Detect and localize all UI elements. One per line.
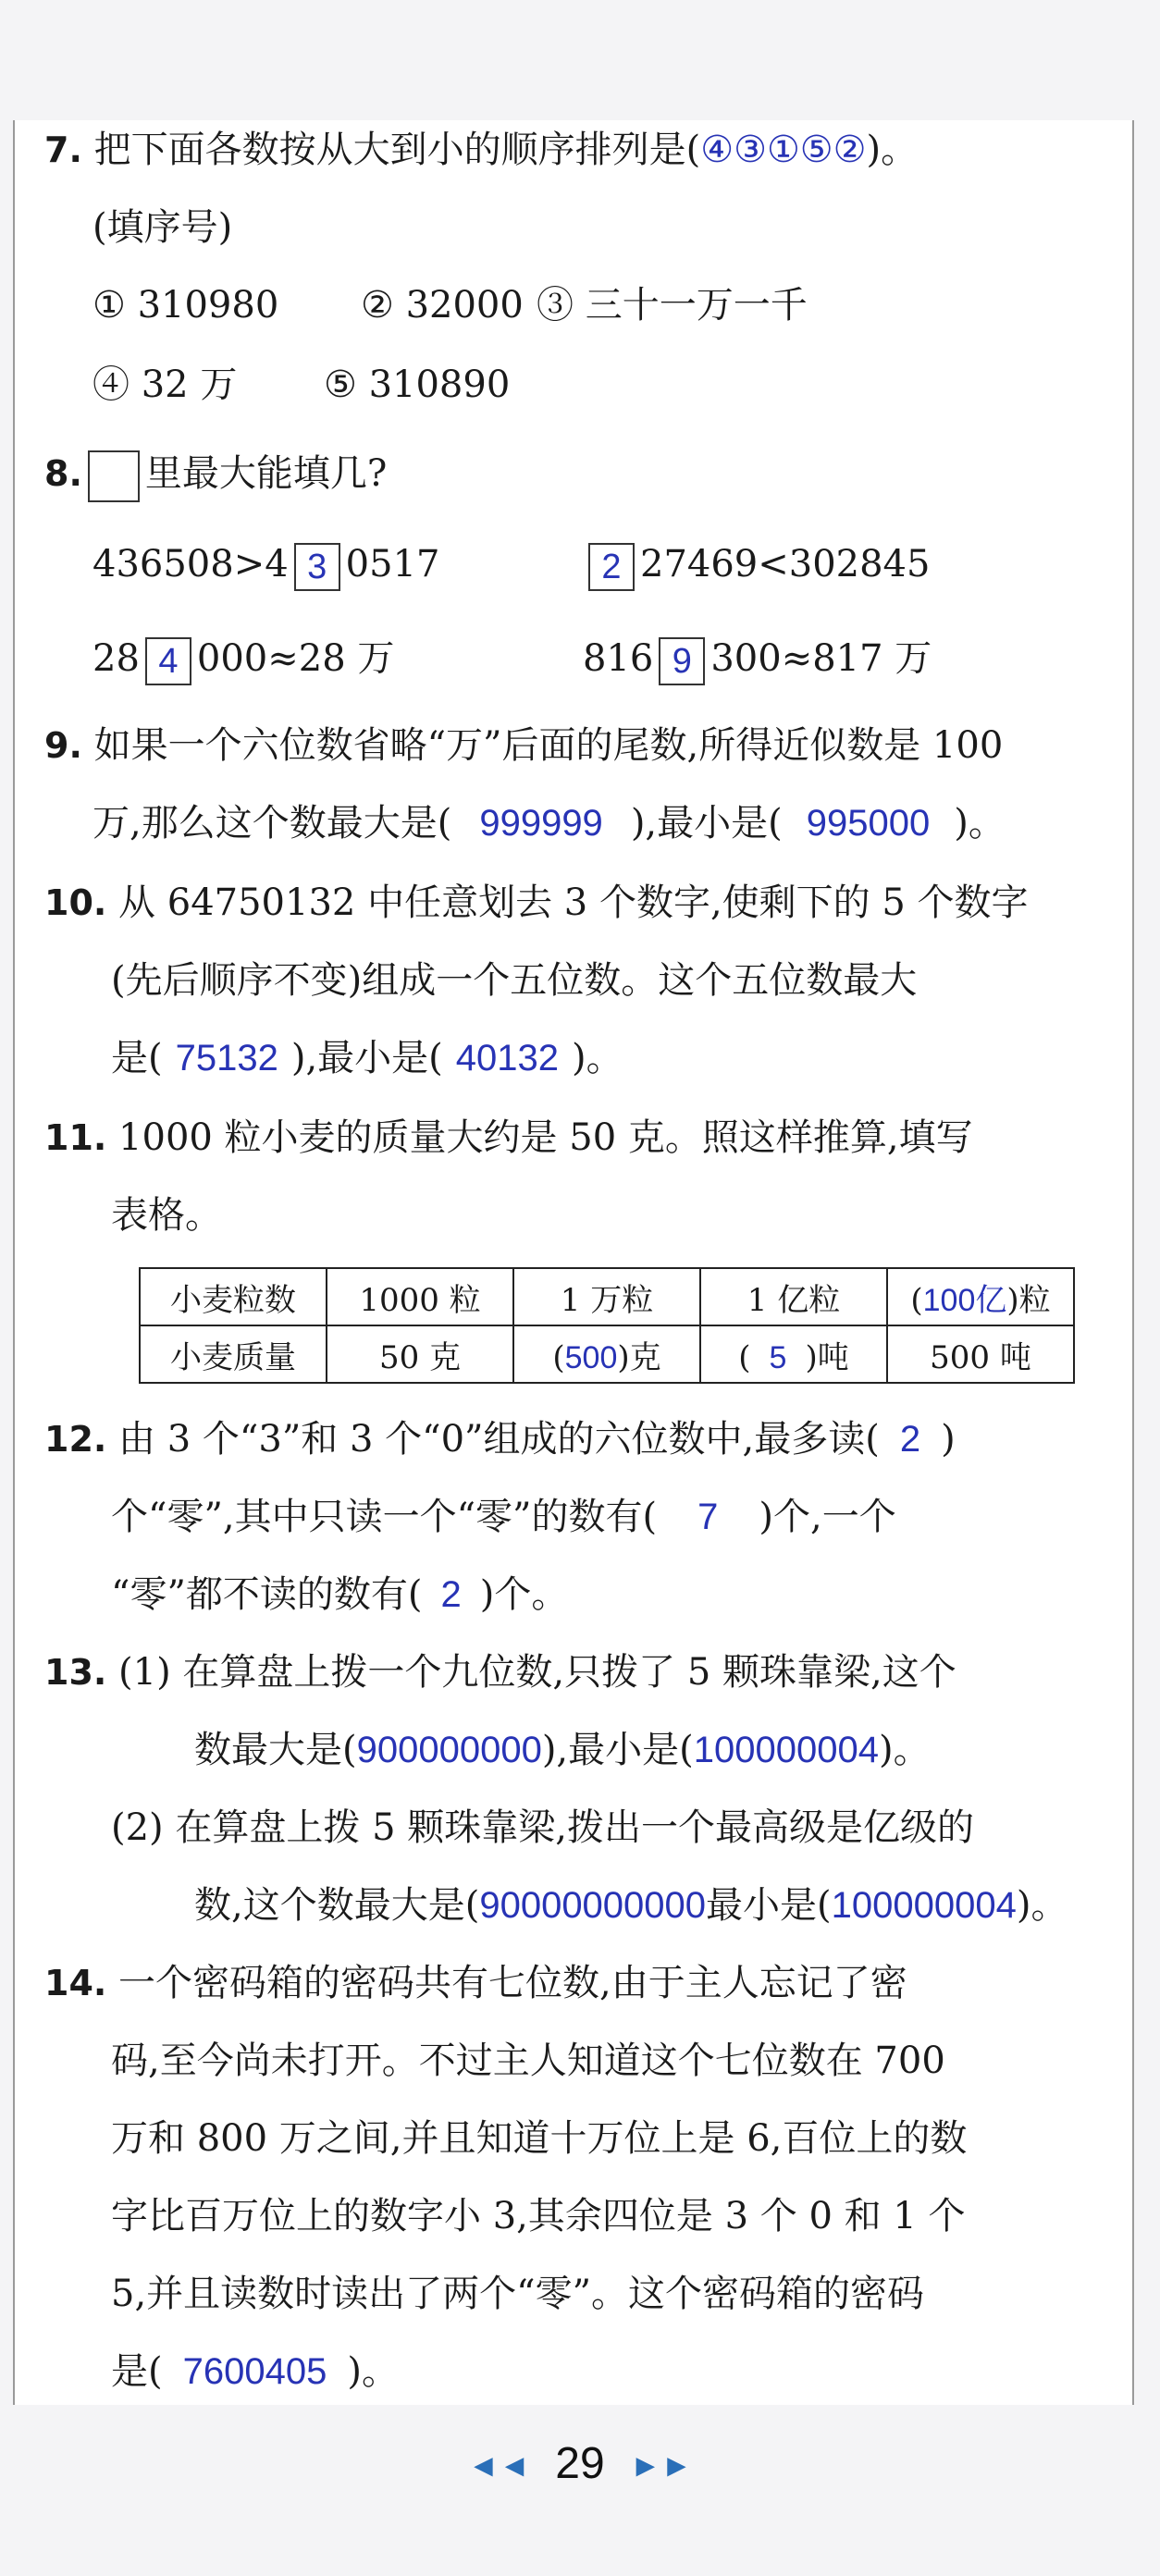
q13-line1 (44, 1648, 956, 1696)
wheat-table (139, 1267, 1075, 1384)
q10-text-1: 从 64750132 中任意划去 3 个数字,使剩下的 5 个数字 (118, 881, 1029, 924)
q8-expr-1 (93, 540, 439, 591)
q12-text-2b: )个,一个 (759, 1496, 896, 1538)
q7-option-3: ③ 三十一万一千 (537, 284, 808, 327)
q7-option-5: ⑤ 310890 (324, 364, 511, 406)
q13-part2-max-label: 数,这个数最大是( (194, 1884, 480, 1927)
q9-text-2a: 万,那么这个数最大是( (93, 802, 452, 844)
q8-e4-box: 9 (659, 637, 705, 685)
q12-answer-3: 2 (440, 1574, 462, 1615)
q11-line2: 表格。 (111, 1194, 222, 1237)
q12-text-2a: 个“零”,其中只读一个“零”的数有( (111, 1496, 658, 1538)
q14-line2: 码,至今尚未打开。不过主人知道这个七位数在 700 (111, 2040, 945, 2082)
q13-part1-min-label: ),最小是( (541, 1729, 694, 1771)
q13-answer-3: 90000000000 (479, 1885, 707, 1926)
q14-line5: 5,并且读数时读出了两个“零”。这个密码箱的密码 (111, 2273, 925, 2315)
table-row (140, 1325, 1074, 1383)
table-cell: 1 万粒 (513, 1268, 700, 1325)
q13-part1-end: )。 (878, 1729, 931, 1771)
q13-part2-end: )。 (1016, 1884, 1068, 1927)
q12-line2 (111, 1493, 896, 1541)
q9-text-2c: )。 (954, 802, 1006, 844)
q11-text-1: 1000 粒小麦的质量大约是 50 克。照这样推算,填写 (118, 1116, 973, 1159)
q13-number: 13. (44, 1652, 107, 1693)
cell-unit: )吨 (805, 1338, 849, 1376)
q12-answer-2: 7 (697, 1497, 719, 1537)
q7-text: 把下面各数按从大到小的顺序排列是( (93, 129, 701, 171)
q14-number: 14. (44, 1963, 107, 2003)
q12-text-3a: “零”都不读的数有( (111, 1573, 423, 1616)
table-cell: 1000 粒 (327, 1268, 513, 1325)
cell-unit: )粒 (1006, 1281, 1051, 1319)
q11-answer-grams: 500 (564, 1339, 618, 1375)
q7-text-end: )。 (866, 129, 919, 171)
q8-e4-left: 816 (583, 637, 654, 680)
q13-part2-min-label: 最小是( (706, 1884, 832, 1927)
q7-note: (填序号) (93, 206, 233, 249)
q13-part1-max-label: 数最大是( (194, 1729, 357, 1771)
q7-option-4: ④ 32 万 (93, 364, 238, 406)
q9-text-2b: ),最小是( (630, 802, 783, 844)
q14-line1 (44, 1959, 907, 2007)
q7-answer: ④③①⑤② (700, 129, 867, 170)
q13-part1-text: (1) 在算盘上拨一个九位数,只拨了 5 颗珠靠梁,这个 (118, 1651, 956, 1694)
q8-e3-right: 000≈28 万 (196, 637, 395, 680)
q14-line6 (111, 2348, 399, 2396)
q10-line1 (44, 879, 1029, 927)
q12-answer-1: 2 (899, 1419, 921, 1460)
q8-line1 (44, 450, 387, 502)
q8-expr-4 (583, 635, 932, 685)
table-cell (513, 1325, 700, 1383)
next-arrows-icon: ►► (630, 2447, 693, 2484)
q8-e3-box: 4 (145, 637, 191, 685)
q9-number: 9. (44, 725, 82, 766)
q13-answer-1: 900000000 (356, 1730, 542, 1770)
q11-line1 (44, 1114, 973, 1162)
prev-arrows-icon: ◄◄ (467, 2447, 530, 2484)
q9-line1 (44, 721, 1003, 770)
cell-paren: ( (910, 1281, 923, 1319)
q12-text-3b: )个。 (479, 1573, 569, 1616)
q7-option-1: ① 310980 (93, 284, 279, 327)
table-cell: 小麦质量 (140, 1325, 327, 1383)
q12-text-1a: 由 3 个“3”和 3 个“0”组成的六位数中,最多读( (118, 1418, 880, 1461)
q13-answer-2: 100000004 (693, 1730, 879, 1770)
q12-text-1b: ) (941, 1418, 956, 1461)
cell-paren: ( (552, 1338, 565, 1376)
q9-line2 (93, 799, 1006, 847)
q7-number: 7. (44, 129, 82, 170)
q8-e3-left: 28 (93, 637, 140, 680)
q10-line2: (先后顺序不变)组成一个五位数。这个五位数最大 (111, 959, 918, 1002)
table-cell: 50 克 (327, 1325, 513, 1383)
q13-answer-4: 100000004 (831, 1885, 1017, 1926)
q14-text-6a: 是( (111, 2350, 163, 2393)
q11-number: 11. (44, 1117, 107, 1158)
q8-e1-left: 436508>4 (93, 543, 289, 585)
page-footer (0, 2438, 1160, 2489)
q11-answer-grains: 100亿 (922, 1282, 1007, 1318)
q13-line2 (194, 1726, 931, 1774)
q8-e2-box: 2 (588, 543, 635, 591)
q12-line3 (111, 1571, 568, 1619)
cell-paren: ( (738, 1338, 751, 1376)
q8-expr-2 (583, 540, 930, 591)
q12-line1 (44, 1415, 956, 1463)
q13-line4 (194, 1881, 1067, 1929)
q10-answer-max: 75132 (175, 1038, 278, 1078)
q12-number: 12. (44, 1419, 107, 1460)
q8-expr-3 (93, 635, 394, 685)
q10-answer-min: 40132 (455, 1038, 560, 1078)
q8-e4-right: 300≈817 万 (710, 637, 932, 680)
q10-number: 10. (44, 882, 107, 923)
q14-answer: 7600405 (182, 2351, 327, 2392)
q7-line1 (44, 126, 918, 174)
table-cell: 500 吨 (887, 1325, 1074, 1383)
q8-number: 8. (44, 453, 82, 494)
q9-answer-max: 999999 (479, 803, 603, 844)
q8-empty-box (88, 450, 140, 502)
q10-text-3a: 是( (111, 1037, 163, 1079)
q8-e2-right: 27469<302845 (640, 543, 931, 585)
q10-line3 (111, 1034, 623, 1082)
q9-text-1: 如果一个六位数省略“万”后面的尾数,所得近似数是 100 (93, 724, 1004, 767)
table-cell: 小麦粒数 (140, 1268, 327, 1325)
q14-text-1: 一个密码箱的密码共有七位数,由于主人忘记了密 (118, 1962, 907, 2004)
q14-line3: 万和 800 万之间,并且知道十万位上是 6,百位上的数 (111, 2117, 968, 2160)
q13-line3: (2) 在算盘上拨 5 颗珠靠梁,拨出一个最高级是亿级的 (111, 1806, 974, 1849)
q14-line4: 字比百万位上的数字小 3,其余四位是 3 个 0 和 1 个 (111, 2195, 966, 2237)
table-cell (700, 1325, 887, 1383)
cell-unit: )克 (617, 1338, 661, 1376)
q11-answer-tons: 5 (769, 1339, 787, 1375)
q14-text-6b: )。 (347, 2350, 399, 2393)
q7-option-2: ② 32000 (361, 284, 524, 327)
table-row (140, 1268, 1074, 1325)
q9-answer-min: 995000 (806, 803, 931, 844)
q8-text: 里最大能填几? (144, 452, 388, 495)
table-cell (887, 1268, 1074, 1325)
table-cell: 1 亿粒 (700, 1268, 887, 1325)
page-number: 29 (555, 2439, 605, 2488)
q8-e1-right: 0517 (345, 543, 440, 585)
q10-text-3b: ),最小是( (290, 1037, 443, 1079)
q8-e1-box: 3 (294, 543, 340, 591)
q10-text-3c: )。 (572, 1037, 623, 1079)
